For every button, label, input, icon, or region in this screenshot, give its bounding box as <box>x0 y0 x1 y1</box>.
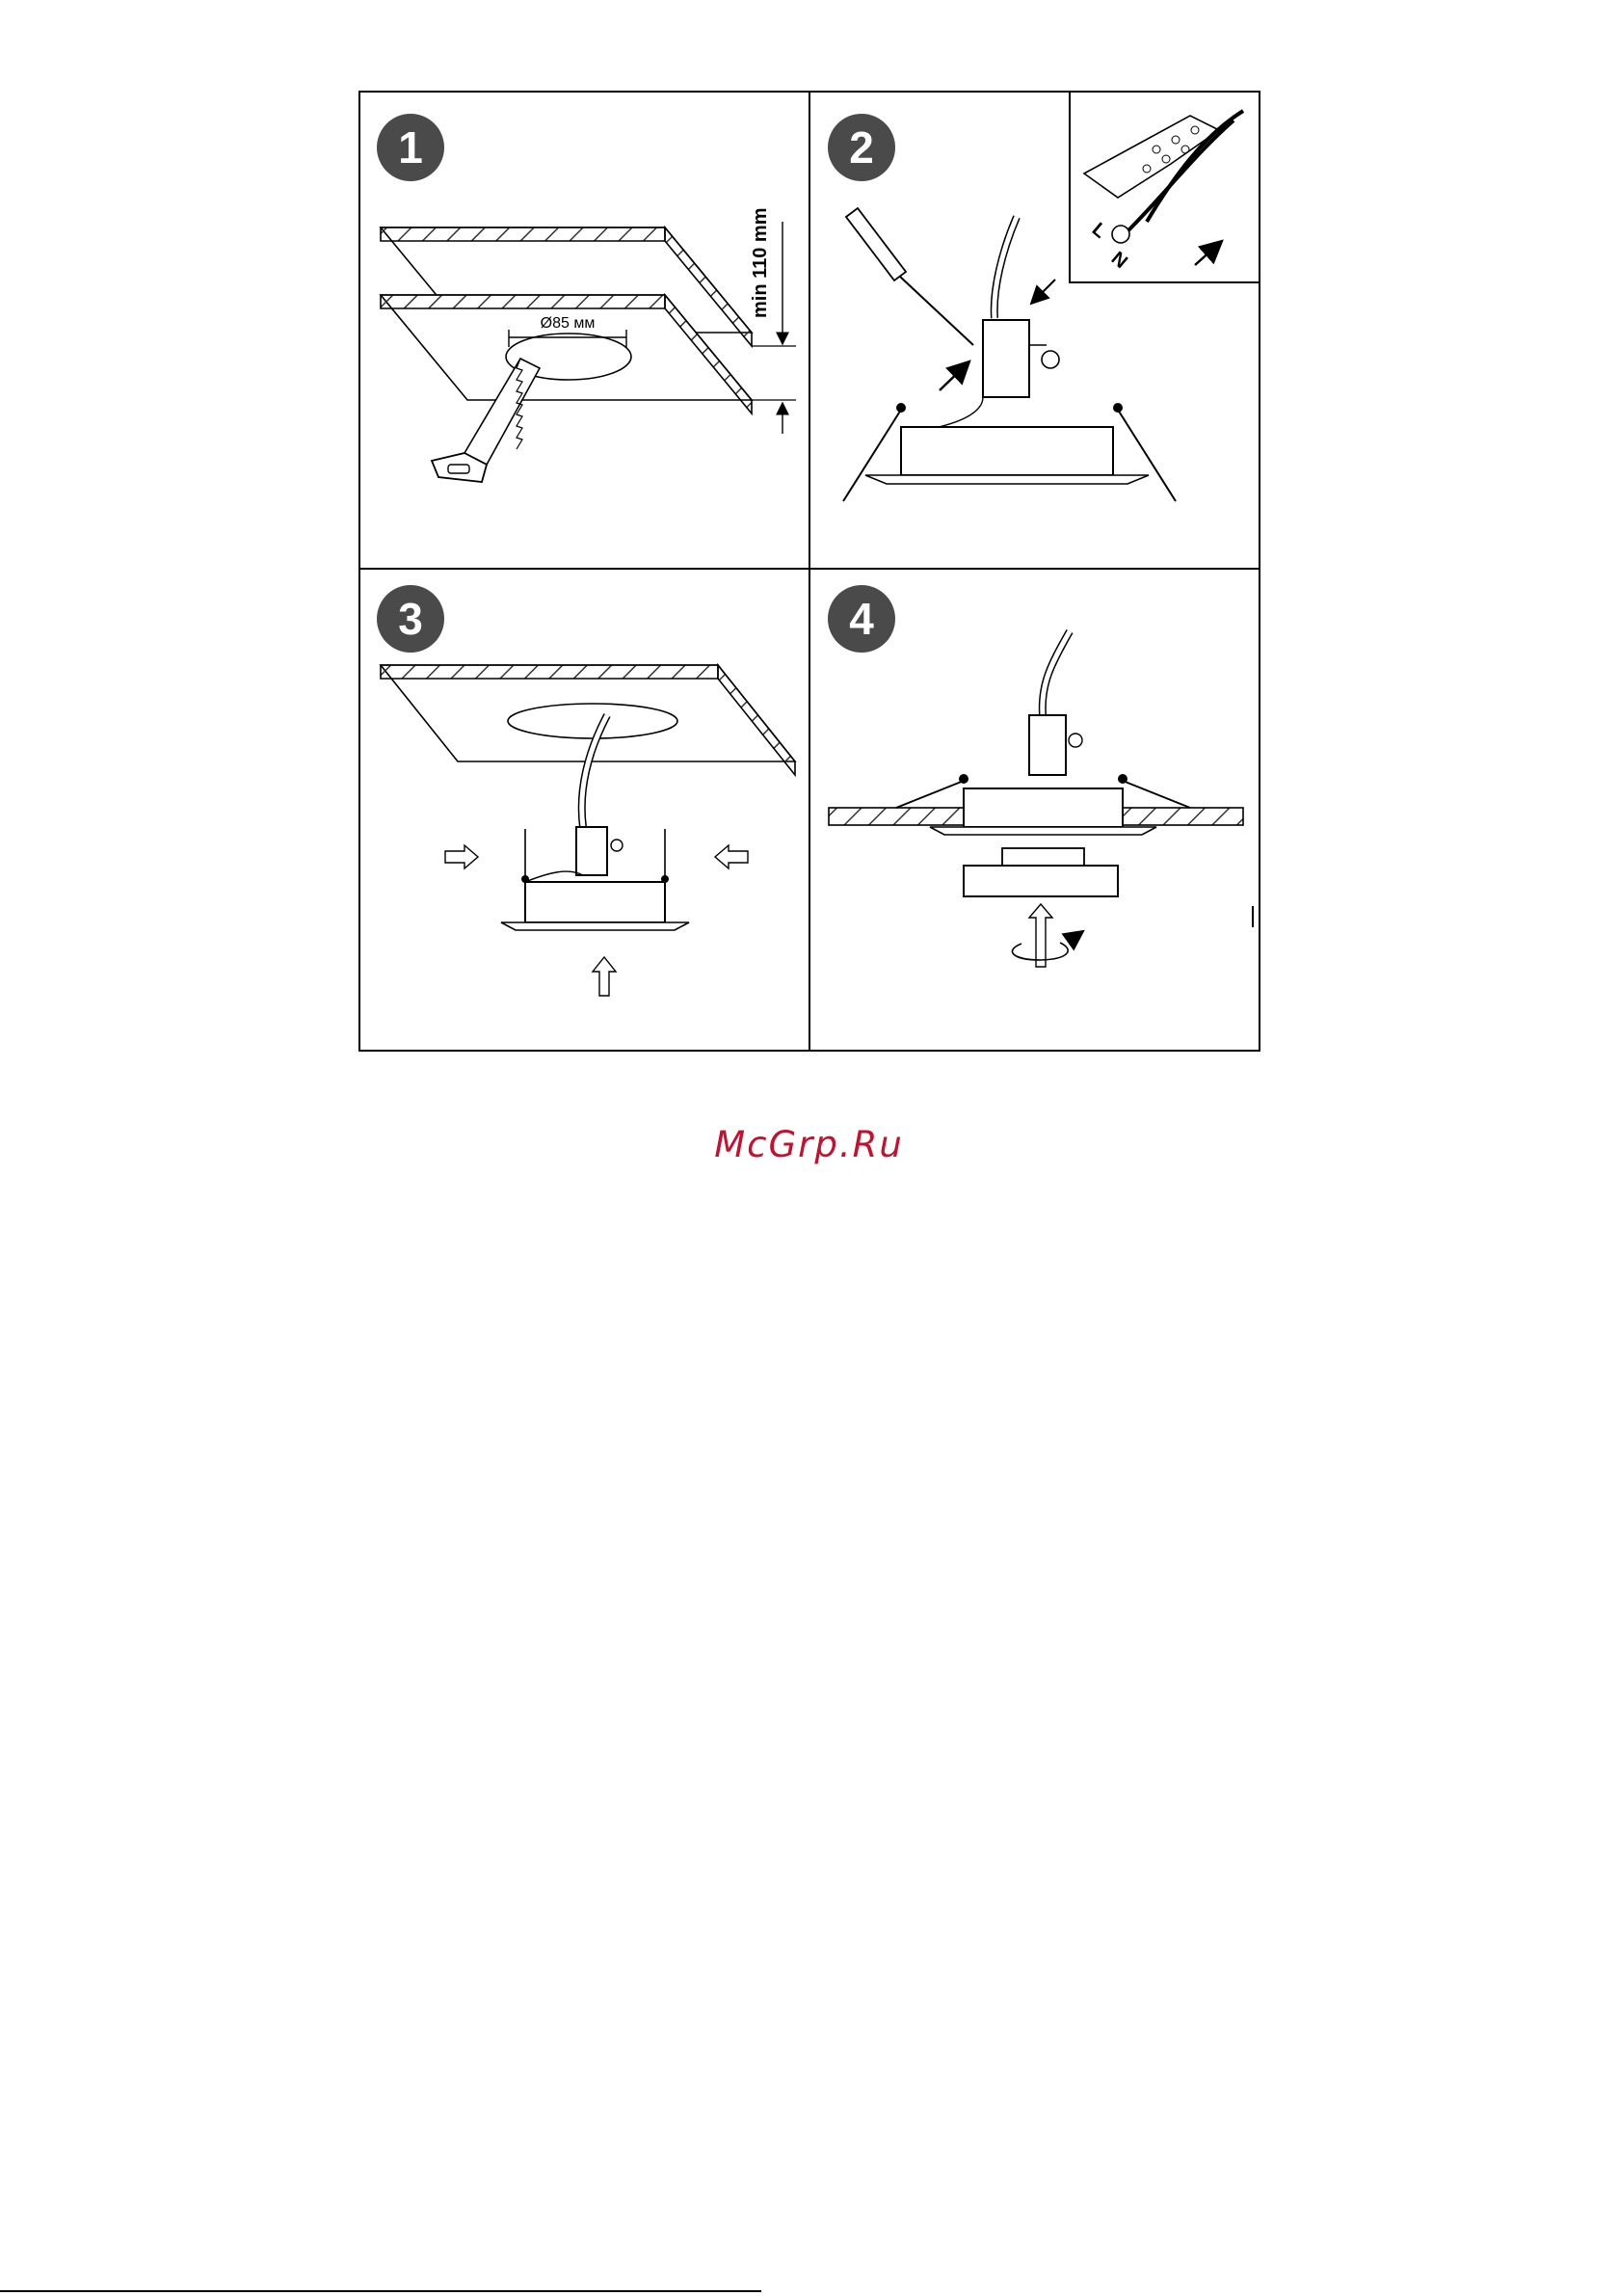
svg-text:Ø85 мм: Ø85 мм <box>540 315 596 332</box>
ground-symbol-icon <box>1112 226 1129 243</box>
step-2-badge <box>828 114 895 181</box>
svg-text:4: 4 <box>849 594 874 644</box>
ceiling-hole <box>508 704 677 738</box>
watermark: McGrp.Ru <box>714 1124 904 1165</box>
svg-text:min 110 mm: min 110 mm <box>750 207 771 318</box>
svg-text:1: 1 <box>398 122 423 173</box>
svg-text:N: N <box>1106 247 1131 274</box>
terminal-detail-inset <box>1070 92 1260 282</box>
step-1-badge <box>377 114 444 181</box>
svg-text:2: 2 <box>849 122 874 173</box>
step-3-badge <box>377 585 444 653</box>
svg-text:L: L <box>1087 218 1111 243</box>
svg-text:3: 3 <box>398 594 423 644</box>
installation-diagram <box>0 0 1618 1060</box>
page-bottom-rule <box>0 2290 761 2292</box>
step-4-badge <box>828 585 895 653</box>
